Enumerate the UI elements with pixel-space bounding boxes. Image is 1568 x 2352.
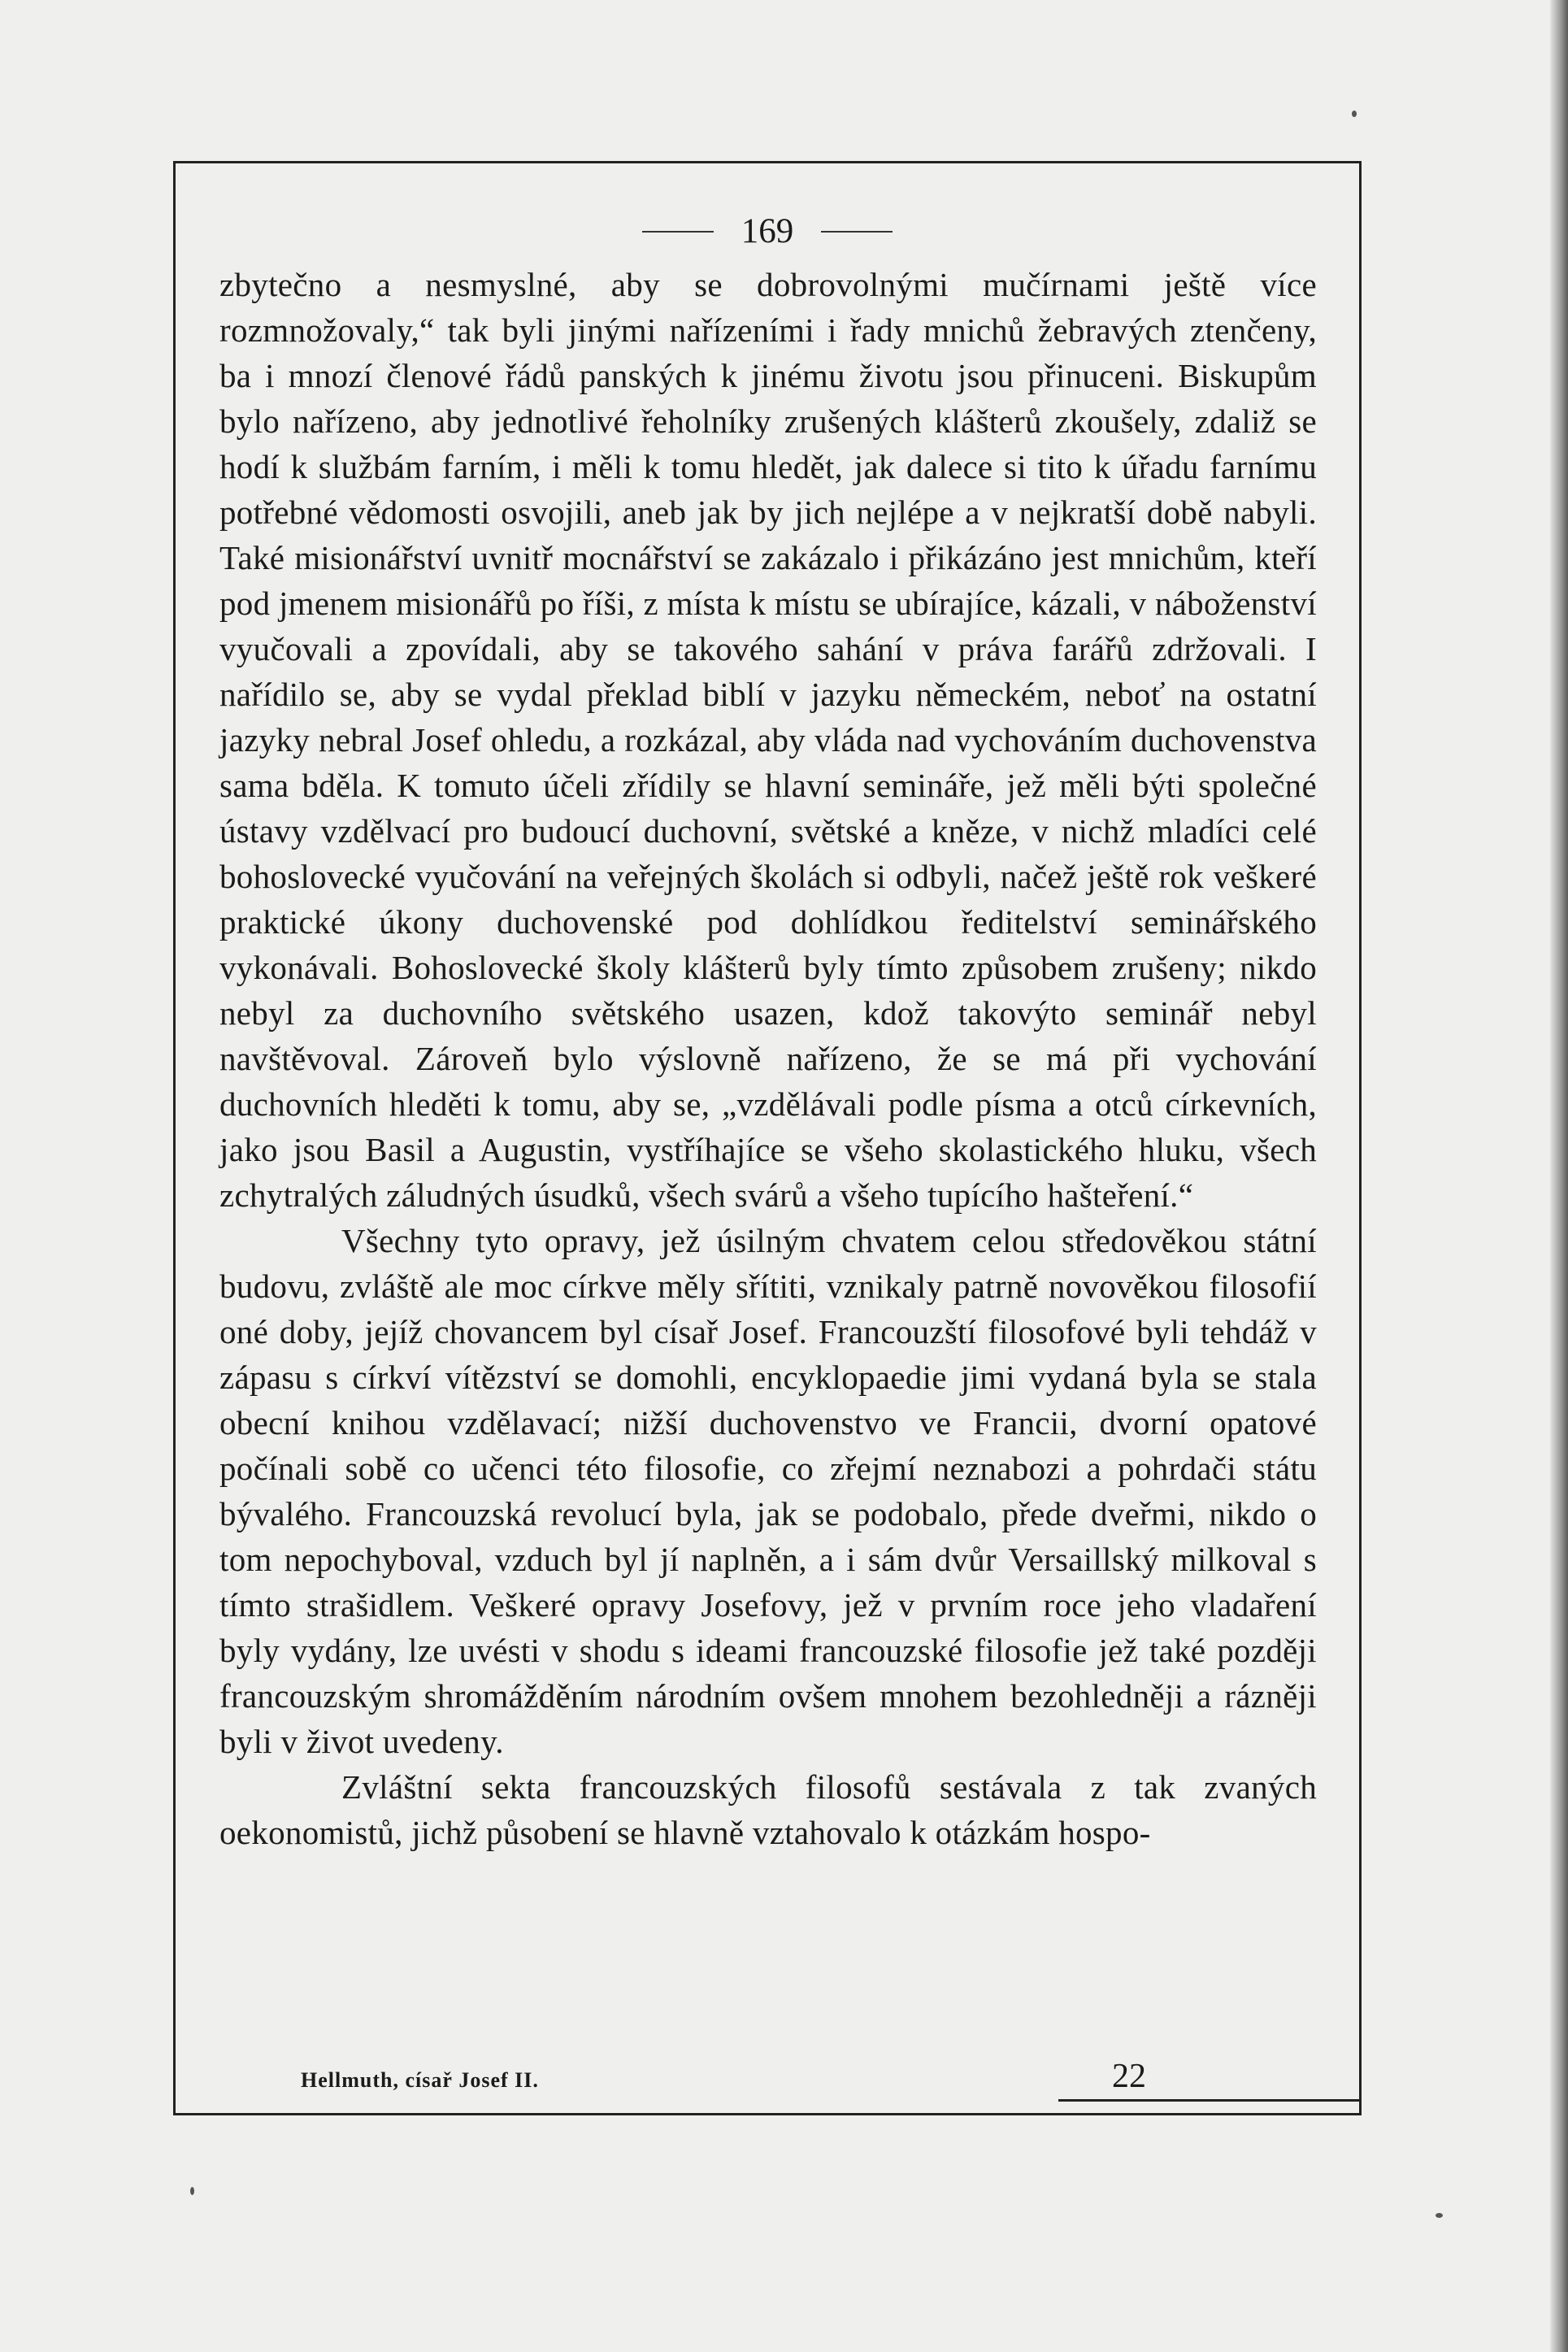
scan-speck: [1436, 2213, 1443, 2218]
page-footer: [301, 2057, 1146, 2096]
scan-shadow-edge: [1550, 0, 1568, 2352]
header-rule-left: [642, 231, 714, 233]
paragraph-economists: Zvláštní sekta francouzských filosofů sestávala z tak zvaných oekonomistů, jichž působení se hlavně vztahovalo k otázkám hospo-: [219, 1768, 1317, 1851]
paragraph-reforms: Všechny tyto opravy, jež úsilným chvatem celou středověkou státní budovu, zvláště ale moc církve měly sřítiti, vznikaly patrně novověkou filosofií oné doby, jejíž chovancem byl císař Josef. Francouzští filosofové byli tehdáž v zápasu s církví vítězství se domohli, encyklopaedie jimi vydaná byla se stala obecní knihou vzdělavací; nižší duchovenstvo ve Francii, dvorní opatové počínali sobě co učenci této filosofie, co zřejmí neznabozi a pohrdači státu bývalého. Francouzská revolucí byla, jak se podobalo, přede dveřmi, nikdo o tom nepochyboval, vzduch byl jí naplněn, a i sám dvůr Versaillský milkoval s tímto strašidlem. Veškeré opravy Josefovy, jež v prvním roce jeho vladaření byly vydány, lze uvésti v shodu s ideami francouzské filosofie jež také později francouzským shromážděním národním ovšem mnohem bezohledněji a rázněji byli v život uvedeny.: [219, 1222, 1317, 1760]
page-number: 169: [741, 212, 794, 250]
scan-speck: [190, 2187, 194, 2195]
header-rule-right: [821, 231, 893, 233]
scan-speck: [1352, 111, 1357, 117]
footer-signature-title: Hellmuth, císař Josef II.: [301, 2068, 539, 2092]
paragraph-continuation: zbytečno a nesmyslné, aby se dobrovolnými mučírnami ještě více rozmnožovaly,“ tak byli jinými nařízeními i řady mnichů žebravých ztenčeny, ba i mnozí členové řádů panských k jinému životu jsou přinuceni. Biskupům bylo nařízeno, aby jednotlivé řeholníky zrušených klášterů zkoušely, zdaliž se hodí k službám farním, i měli k tomu hledět, jak dalece si tito k úřadu farnímu potřebné vědomosti osvojili, aneb jak by jich nejlépe a v nejkratší době nabyli. Také misionářství uvnitř mocnářství se zakázalo i přikázáno jest mnichům, kteří pod jmenem misionářů po říši, z místa k místu se ubírajíce, kázali, v náboženství vyučovali a zpovídali, aby se takového sahání v práva farářů zdržovali. I nařídilo se, aby se vydal překlad biblí v jazyku německém, neboť na ostatní jazyky nebral Josef ohledu, a rozkázal, aby vláda nad vychováním duchovenstva sama bděla. K tomuto účeli zřídily se hlavní semináře, jež měli býti společné ústavy vzdělvací pro budoucí duchovní, světské a kněze, v nichž mladíci celé bohoslovecké vyučování na veřejných školách si odbyli, načež ještě rok veškeré praktické úkony duchovenské pod dohlídkou ředitelství seminářského vykonávali. Bohoslovecké školy klášterů byly tímto způsobem zrušeny; nikdo nebyl za duchovního světského usazen, kdož takovýto seminář nebyl navštěvoval. Zároveň bylo výslovně nařízeno, že se má při vychování duchovních hleděti k tomu, aby se, „vzdělávali podle písma a otců církevních, jako jsou Basil a Augustin, vystříhajíce se všeho skolastického hluku, všech zchytralých záludných úsudků, všech svárů a všeho tupícího hašteření.“: [219, 266, 1317, 1214]
page-header: [173, 213, 1362, 250]
footer-rule: [1058, 2099, 1359, 2102]
footer-sheet-number: 22: [1112, 2058, 1146, 2095]
body-text: [219, 262, 1317, 1855]
